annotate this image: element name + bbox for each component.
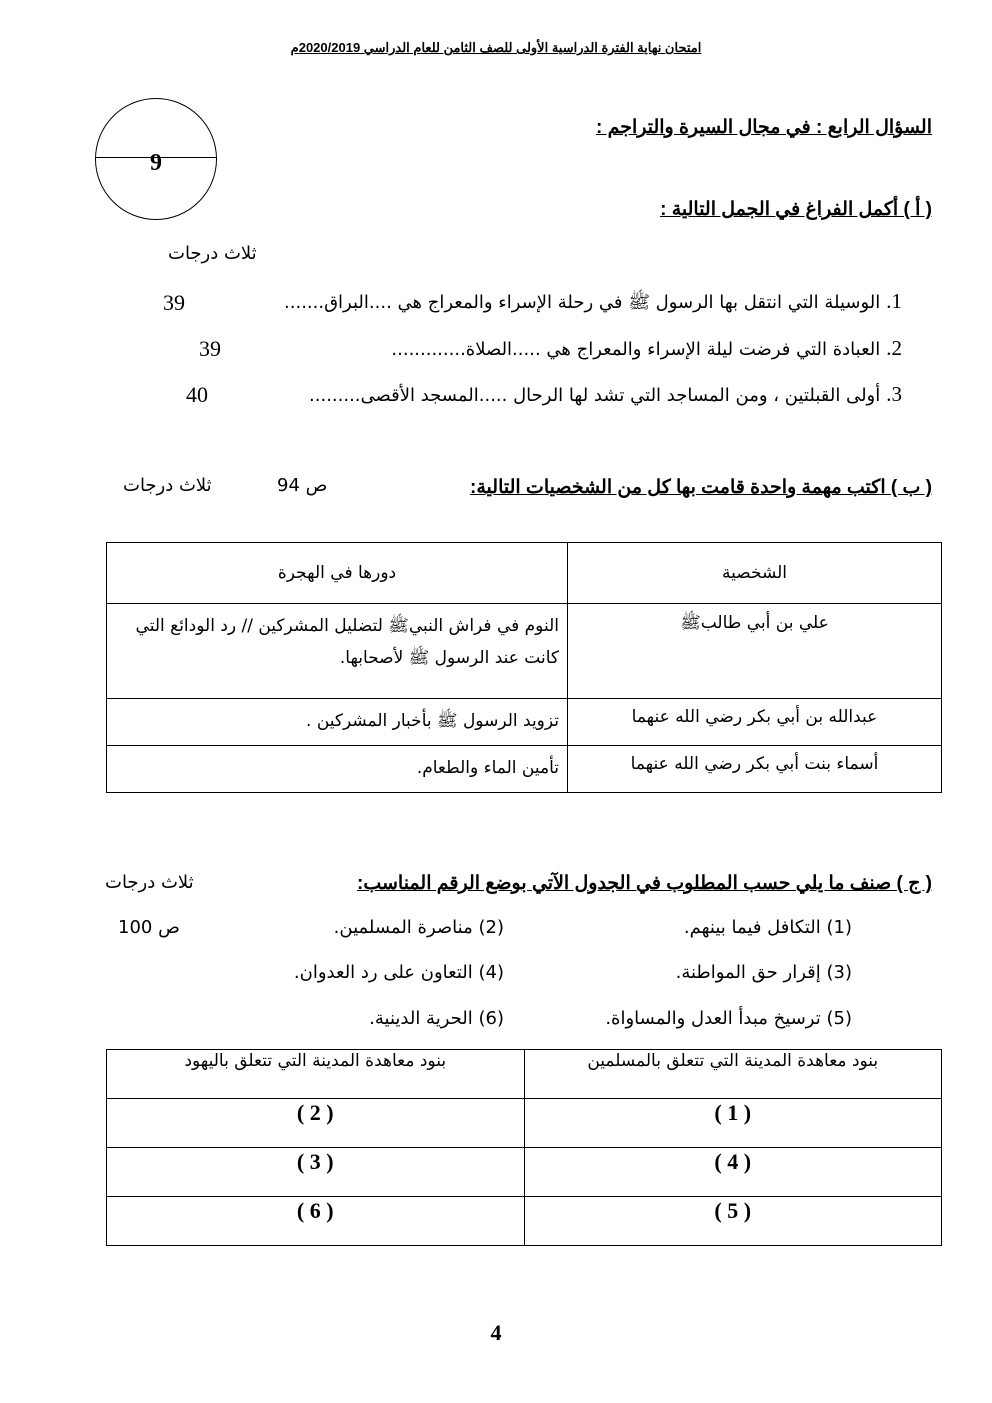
- option-4: [294, 962, 504, 983]
- header-muslims: بنود معاهدة المدينة التي تتعلق بالمسلمين: [524, 1050, 942, 1099]
- table-row: [107, 1099, 942, 1148]
- option-text: التكافل فيما بينهم.: [683, 917, 821, 938]
- item-text: العبادة التي فرضت ليلة الإسراء والمعراج هي .....الصلاة.............: [391, 339, 881, 360]
- page-number: 4: [490, 1320, 502, 1345]
- muslims-answer-cell: ( 1 ): [524, 1099, 942, 1148]
- table-header-row: [107, 543, 942, 604]
- treaty-table: [106, 1049, 942, 1246]
- question-title: السؤال الرابع : في مجال السيرة والتراجم :: [595, 117, 932, 138]
- header-person: الشخصية: [568, 543, 942, 604]
- section-a-item-1: [284, 289, 902, 317]
- option-number: (6): [478, 1008, 504, 1029]
- option-text: إقرار حق المواطنة.: [675, 962, 821, 983]
- section-b-page-ref: ص 94: [277, 475, 328, 496]
- table-row: [107, 746, 942, 793]
- section-a-item-3-page: 40: [186, 382, 208, 407]
- person-cell: عبدالله بن أبي بكر رضي الله عنهما: [568, 699, 942, 746]
- section-b-grade: ثلاث درجات: [123, 475, 212, 496]
- section-a-item-3: [309, 382, 902, 407]
- section-a-item-2: [391, 336, 902, 361]
- table-row: [107, 699, 942, 746]
- option-number: (4): [478, 962, 504, 983]
- header-role: دورها في الهجرة: [107, 543, 568, 604]
- section-b-title: ( ب ) اكتب مهمة واحدة قامت بها كل من الشخصيات التالية:: [470, 477, 932, 498]
- section-c-page-ref: ص 100: [118, 917, 180, 938]
- role-cell: النوم في فراش النبيﷺ لتضليل المشركين // رد الودائع التي كانت عند الرسول ﷺ لأصحابها.: [107, 604, 568, 699]
- option-5: [605, 1008, 852, 1029]
- personalities-table: [106, 542, 942, 793]
- person-cell: علي بن أبي طالبﷺ: [568, 604, 942, 699]
- option-text: ترسيخ مبدأ العدل والمساواة.: [605, 1008, 821, 1029]
- option-3: [676, 962, 852, 983]
- person-cell: أسماء بنت أبي بكر رضي الله عنهما: [568, 746, 942, 793]
- option-number: (3): [826, 962, 852, 983]
- option-2: [334, 917, 504, 938]
- option-number: (1): [826, 917, 852, 938]
- option-6: [369, 1008, 504, 1029]
- option-text: التعاون على رد العدوان.: [293, 962, 473, 983]
- item-text: أولى القبلتين ، ومن المساجد التي تشد لها الرحال .....المسجد الأقصى.........: [309, 385, 881, 406]
- section-a-title: ( أ ) أكمل الفراغ في الجمل التالية :: [660, 199, 932, 220]
- item-number: 1.: [886, 289, 902, 313]
- option-text: مناصرة المسلمين.: [333, 917, 473, 938]
- section-a-item-2-page: 39: [199, 336, 221, 361]
- option-number: (5): [826, 1008, 852, 1029]
- item-number: 3.: [886, 382, 902, 406]
- muslims-answer-cell: ( 4 ): [524, 1148, 942, 1197]
- item-text: الوسيلة التي انتقل بها الرسول ﷺ في رحلة الإسراء والمعراج هي ....البراق.......: [284, 292, 881, 313]
- option-number: (2): [478, 917, 504, 938]
- role-cell: تزويد الرسول ﷺ بأخبار المشركين .: [107, 699, 568, 746]
- option-text: الحرية الدينية.: [369, 1008, 473, 1029]
- option-1: [684, 917, 852, 938]
- score-value: 9: [150, 150, 162, 176]
- table-row: [107, 604, 942, 699]
- item-number: 2.: [886, 336, 902, 360]
- table-row: [107, 1148, 942, 1197]
- section-a-grade: ثلاث درجات: [168, 243, 257, 264]
- section-c-title: ( ج ) صنف ما يلي حسب المطلوب في الجدول الآتي بوضع الرقم المناسب:: [357, 873, 932, 894]
- section-a-item-1-page: 39: [163, 290, 185, 315]
- table-row: [107, 1197, 942, 1246]
- muslims-answer-cell: ( 5 ): [524, 1197, 942, 1246]
- jews-answer-cell: ( 2 ): [107, 1099, 525, 1148]
- exam-header-title: امتحان نهاية الفترة الدراسية الأولى للصف الثامن للعام الدراسي 2020/2019م: [290, 40, 702, 55]
- section-c-grade: ثلاث درجات: [105, 872, 194, 893]
- jews-answer-cell: ( 3 ): [107, 1148, 525, 1197]
- table-header-row: [107, 1050, 942, 1099]
- jews-answer-cell: ( 6 ): [107, 1197, 525, 1246]
- role-cell: تأمين الماء والطعام.: [107, 746, 568, 793]
- header-jews: بنود معاهدة المدينة التي تتعلق باليهود: [107, 1050, 525, 1099]
